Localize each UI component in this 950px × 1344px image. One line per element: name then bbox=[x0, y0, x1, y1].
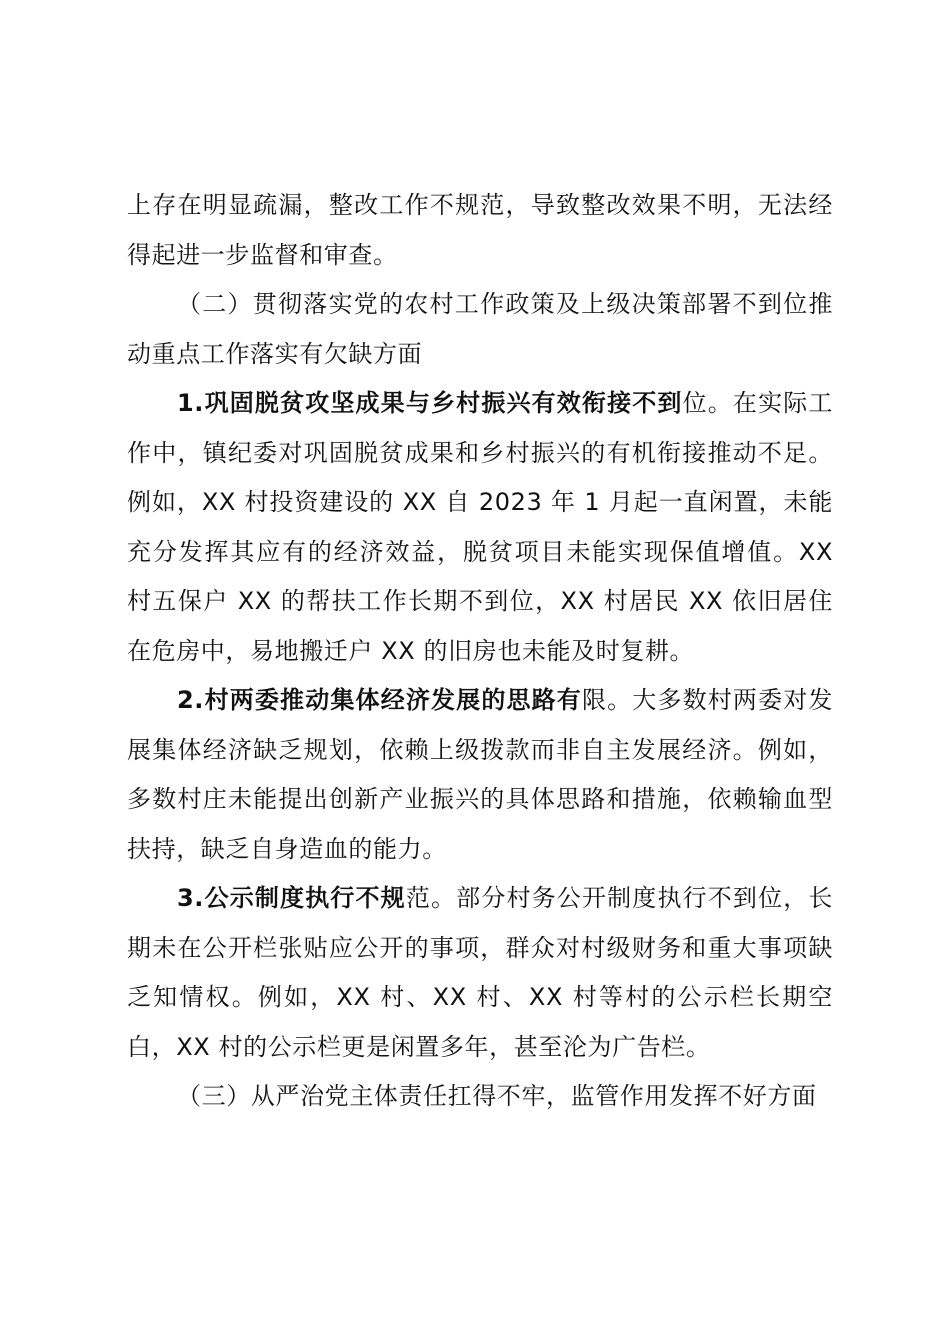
item-2-body: 限。大多数村两委对发展集体经济缺乏规划，依赖上级拨款而非自主发展经济。例如，多数村庄未能提出创新产业振兴的具体思路和措施，依赖输血型扶持，缺乏自身造血的能力。 bbox=[127, 686, 834, 863]
item-2-bold-heading: 2.村两委推动集体经济发展的思路有 bbox=[177, 686, 582, 714]
document-body bbox=[127, 181, 833, 1122]
paragraph-continuation: 上存在明显疏漏，整改工作不规范，导致整改效果不明，无法经得起进一步监督和审查。 bbox=[127, 191, 833, 269]
paragraph-item-2 bbox=[127, 676, 833, 874]
paragraph-item-1 bbox=[127, 379, 833, 676]
item-1-bold-heading: 1.巩固脱贫攻坚成果与乡村振兴有效衔接不到 bbox=[177, 389, 683, 417]
section-heading-3: （三）从严治党主体责任扛得不牢，监管作用发挥不好方面 bbox=[177, 1082, 817, 1110]
paragraph-item-3 bbox=[127, 874, 833, 1072]
item-3-bold-heading: 3.公示制度执行不规 bbox=[177, 884, 406, 912]
item-1-body: 位。在实际工作中，镇纪委对巩固脱贫成果和乡村振兴的有机衔接推动不足。例如，XX 村投资建设的 XX 自 2023 年 1 月起一直闲置，未能充分发挥其应有的经济效益，脱贫项目未能实现保值增值。XX 村五保户 XX 的帮扶工作长期不到位，XX 村居民 XX 依旧居住在危房中，易地搬迁户 XX 的旧房也未能及时复耕。 bbox=[127, 389, 833, 665]
item-3-body: 范。部分村务公开制度执行不到位，长期未在公开栏张贴应公开的事项，群众对村级财务和重大事项缺乏知情权。例如，XX 村、XX 村、XX 村等村的公示栏长期空白，XX 村的公示栏更是闲置多年，甚至沦为广告栏。 bbox=[127, 884, 833, 1061]
section-heading-2: （二）贯彻落实党的农村工作政策及上级决策部署不到位推动重点工作落实有欠缺方面 bbox=[127, 290, 833, 368]
